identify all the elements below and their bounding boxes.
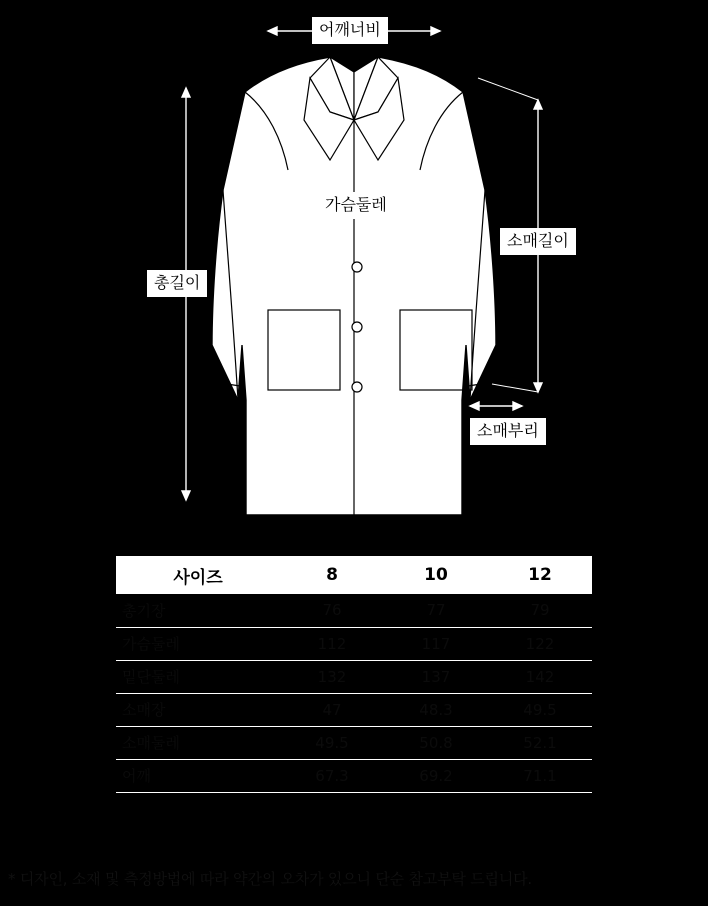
table-cell: 49.5 (315, 733, 349, 752)
table-cell: 142 (525, 667, 555, 686)
row-label: 어깨 (122, 767, 151, 785)
label-sleeve-length: 소매길이 (500, 228, 576, 255)
table-cell: 117 (421, 634, 451, 653)
table-cell: 77 (426, 601, 446, 620)
disclaimer-note: * 디자인, 소재 및 측정방법에 따라 약간의 오차가 있으니 단순 참고부탁 드립니다. (8, 870, 532, 888)
row-label: 소매장 (122, 701, 166, 719)
table-cell: 71.1 (523, 766, 557, 785)
table-cell: 69.2 (419, 766, 453, 785)
row-label: 총기장 (122, 601, 166, 620)
label-shoulder-width: 어깨너비 (312, 17, 388, 44)
table-cell: 112 (317, 634, 347, 653)
row-label: 가슴둘레 (122, 635, 180, 653)
table-header-cell: 12 (488, 556, 592, 594)
table-cell: 76 (322, 601, 342, 620)
table-row (116, 726, 592, 759)
table-header-cell: 8 (280, 556, 384, 594)
table-cell: 52.1 (523, 733, 557, 752)
label-chest-circumference: 가슴둘레 (318, 192, 394, 219)
table-row (116, 693, 592, 726)
table-row (116, 627, 592, 660)
table-row (116, 660, 592, 693)
label-total-length: 총길이 (147, 270, 207, 297)
table-cell: 67.3 (315, 766, 349, 785)
row-label: 소매둘레 (122, 734, 180, 752)
table-cell: 137 (421, 667, 451, 686)
table-cell: 50.8 (419, 733, 453, 752)
table-row (116, 759, 592, 792)
coat-shape (212, 57, 496, 515)
table-cell: 49.5 (523, 700, 557, 719)
table-cell: 79 (530, 601, 550, 620)
table-header-cell: 사이즈 (116, 556, 280, 594)
table-header-row (116, 556, 592, 594)
table-cell: 47 (322, 700, 342, 719)
table-row (116, 594, 592, 627)
row-label: 밑단둘레 (122, 668, 180, 686)
table-header-cell: 10 (384, 556, 488, 594)
size-chart-table (116, 556, 592, 793)
table-cell: 48.3 (419, 700, 453, 719)
label-cuff-width: 소매부리 (470, 418, 546, 445)
table-cell: 132 (317, 667, 347, 686)
table-cell: 122 (525, 634, 555, 653)
